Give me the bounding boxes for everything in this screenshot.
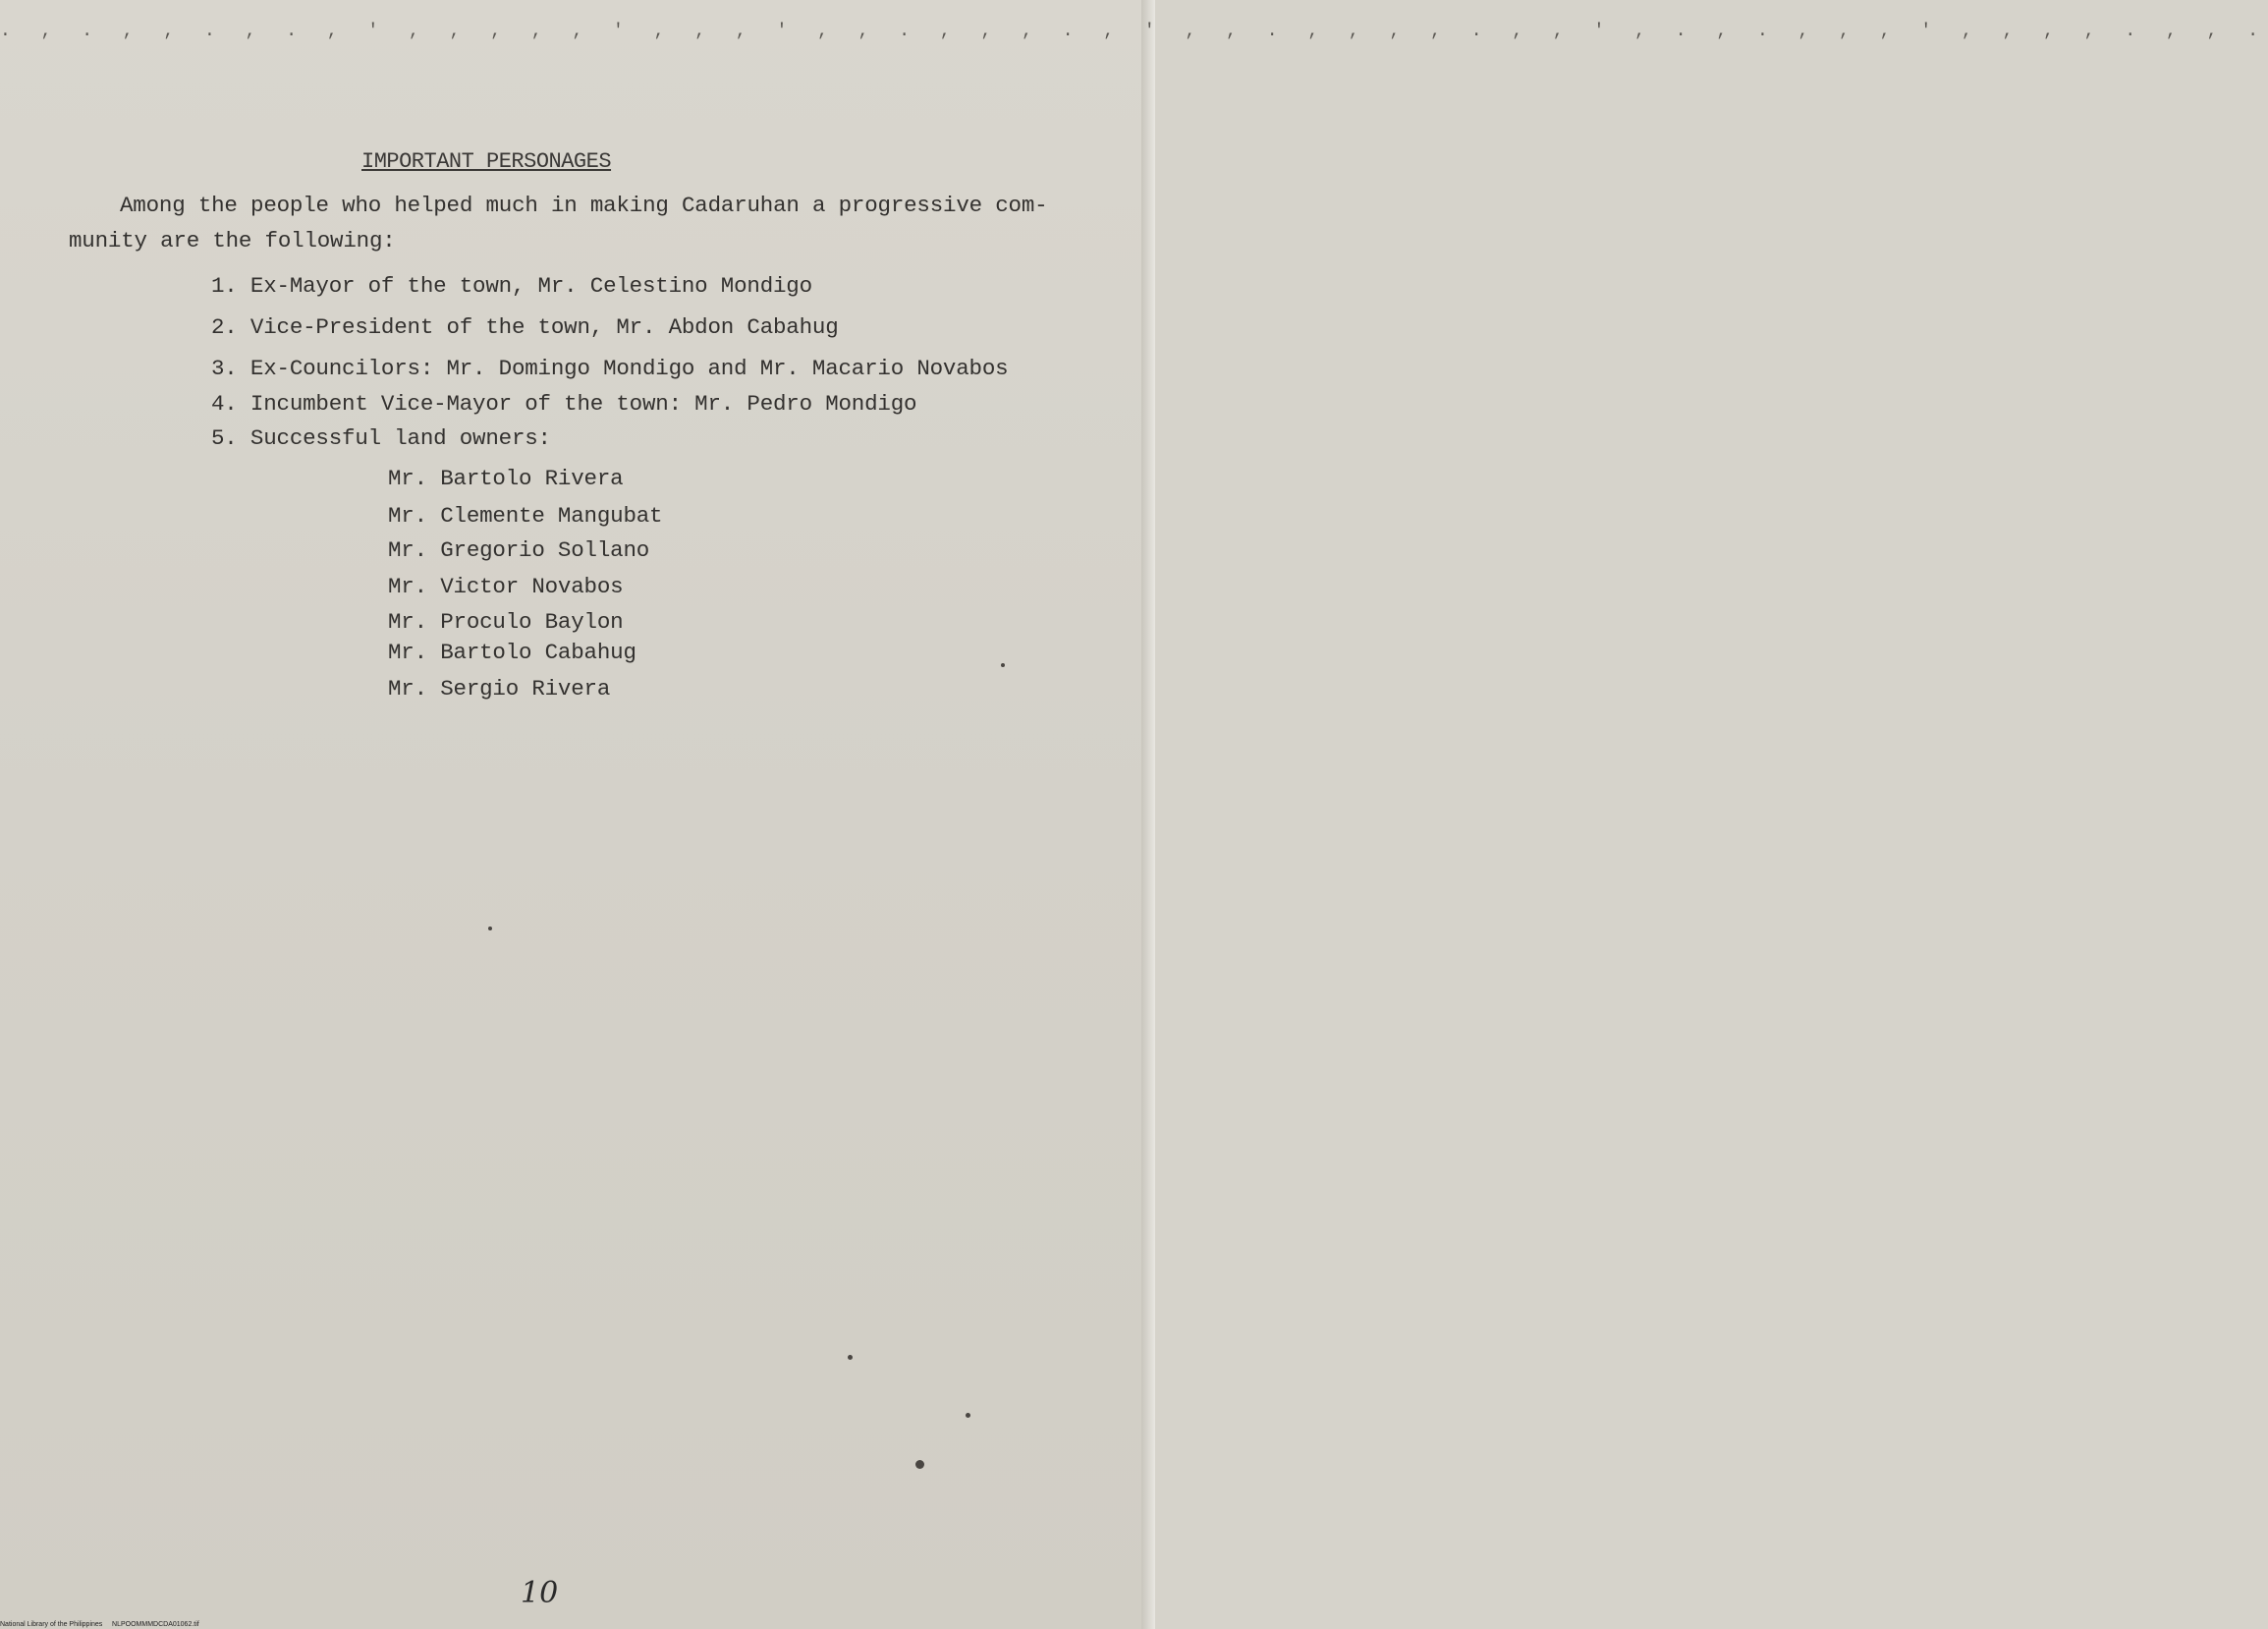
intro-line-2: munity are the following:	[69, 228, 396, 253]
paper-speck	[1001, 663, 1005, 667]
land-owner-name: Mr. Bartolo Cabahug	[388, 640, 636, 665]
intro-line-1: Among the people who helped much in making Cadaruhan a progressive com-	[120, 193, 1048, 218]
footer-source: National Library of the Philippines	[0, 1621, 103, 1628]
paper-speck	[915, 1460, 924, 1469]
document-title: IMPORTANT PERSONAGES	[361, 149, 612, 174]
land-owner-name: Mr. Sergio Rivera	[388, 676, 611, 702]
perforation-marks: . , . , , . , . , ' , , , , , ' , , , ' , , . , , , . , ' , , . , , , , . , , ' , . , . , , , ' , , , , . , , .	[0, 22, 2268, 41]
paper-speck	[966, 1413, 970, 1418]
land-owner-name: Mr. Gregorio Sollano	[388, 537, 650, 563]
land-owner-name: Mr. Victor Novabos	[388, 574, 624, 599]
paper-speck	[488, 927, 492, 930]
list-item: 5. Successful land owners:	[211, 425, 551, 451]
paper-speck	[848, 1355, 853, 1360]
land-owner-name: Mr. Proculo Baylon	[388, 609, 624, 635]
list-item: 4. Incumbent Vice-Mayor of the town: Mr. Pedro Mondigo	[211, 391, 917, 417]
footer-file: NLPOOMMMDCDA01062.tif	[112, 1621, 199, 1628]
page-edge	[1141, 0, 1155, 1629]
page-number: 10	[521, 1576, 559, 1610]
scan-footer	[0, 1621, 199, 1628]
land-owner-name: Mr. Bartolo Rivera	[388, 466, 624, 491]
land-owner-name: Mr. Clemente Mangubat	[388, 503, 663, 529]
list-item: 2. Vice-President of the town, Mr. Abdon Cabahug	[211, 314, 839, 340]
list-item: 1. Ex-Mayor of the town, Mr. Celestino Mondigo	[211, 273, 812, 299]
list-item: 3. Ex-Councilors: Mr. Domingo Mondigo and Mr. Macario Novabos	[211, 356, 1009, 381]
